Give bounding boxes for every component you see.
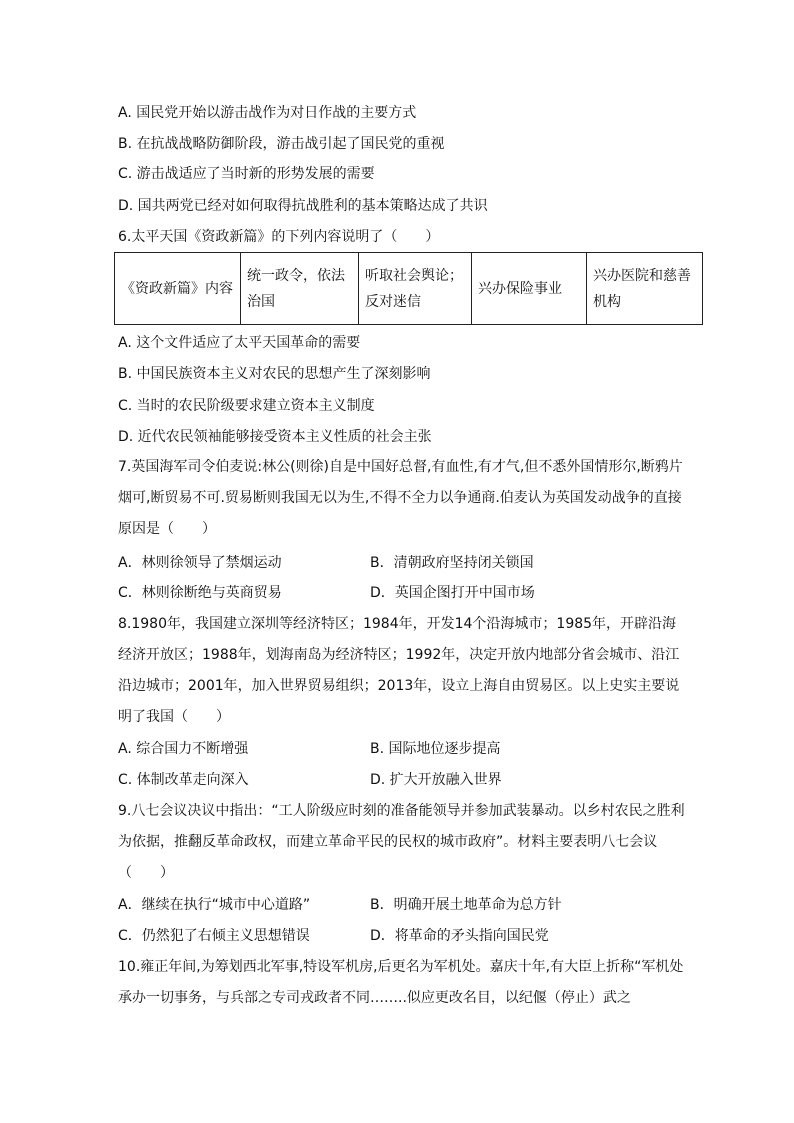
table-cell-header: 《资政新篇》内容: [115, 253, 241, 325]
table-cell: 兴办医院和慈善机构: [587, 253, 703, 325]
q7-options-row-2: [118, 583, 698, 603]
q6-option-c: C. 当时的农民阶级要求建立资本主义制度: [118, 398, 375, 414]
q7-stem: 7.英国海军司令伯麦说:林公(则徐)自是中国好总督,有血性,有才气,但不悉外国情形尔,断鸦片烟可,断贸易不可.贸易断则我国无以为生,不得不全力以争通商.伯麦认为英国发动战争的直接原因是（ ）: [118, 459, 683, 537]
q5-option-d: D. 国共两党已经对如何取得抗战胜利的基本策略达成了共识: [118, 198, 488, 214]
q9-option-b: B．明确开展土地革命为总方针: [370, 897, 562, 913]
q7-option-c: C．林则徐断绝与英商贸易: [118, 585, 282, 601]
q9-option-a: A．继续在执行“城市中心道路”: [118, 897, 311, 913]
q5-option-b: B. 在抗战战略防御阶段，游击战引起了国民党的重视: [118, 136, 445, 152]
q7-option-a: A．林则徐领导了禁烟运动: [118, 555, 282, 571]
q8-options-row-2: [118, 770, 698, 790]
q7-options-row-1: [118, 553, 698, 573]
q8-option-a: A. 综合国力不断增强: [118, 741, 249, 757]
q6-option-d: D. 近代农民领袖能够接受资本主义性质的社会主张: [118, 429, 432, 445]
q7-option-b: B．清朝政府坚持闭关锁国: [370, 555, 534, 571]
q6-table: [114, 252, 703, 325]
q9-options-row-1: [118, 895, 698, 915]
table-cell: 听取社会舆论；反对迷信: [359, 253, 472, 325]
q8-option-c: C. 体制改革走向深入: [118, 772, 249, 788]
q8-option-b: B. 国际地位逐步提高: [370, 741, 501, 757]
q6-stem: 6.太平天国《资政新篇》的下列内容说明了（ ）: [118, 229, 440, 245]
q8-option-d: D. 扩大开放融入世界: [370, 772, 502, 788]
q9-option-d: D．将革命的矛头指向国民党: [370, 928, 549, 944]
q9-stem: 9.八七会议决议中指出：“工人阶级应时刻的准备能领导并参加武装暴动。以乡村农民之胜利为依据，推翻反革命政权，而建立革命平民的民权的城市政府”。材料主要表明八七会议（ ）: [118, 803, 685, 881]
table-cell: 统一政令，依法治国: [241, 253, 359, 325]
table-cell: 兴办保险事业: [472, 253, 587, 325]
q9-option-c: C．仍然犯了右倾主义思想错误: [118, 928, 310, 944]
q9-options-row-2: [118, 926, 698, 946]
q5-option-c: C. 游击战适应了当时新的形势发展的需要: [118, 166, 375, 182]
q8-options-row-1: [118, 739, 698, 759]
q10-stem: 10.雍正年间,为筹划西北军事,特设军机房,后更名为军机处。嘉庆十年,有大臣上折称“军机处承办一切事务，与兵部之专司戎政者不同……..似应更改名目，以纪偃（停止）武之: [118, 959, 684, 1006]
q6-option-b: B. 中国民族资本主义对农民的思想产生了深刻影响: [118, 366, 431, 382]
q7-option-d: D．英国企图打开中国市场: [370, 585, 535, 601]
q5-option-a: A. 国民党开始以游击战作为对日作战的主要方式: [118, 105, 417, 121]
q8-stem: 8.1980年，我国建立深圳等经济特区；1984年，开发14个沿海城市；1985年，开辟沿海经济开放区；1988年，划海南岛为经济特区；1992年，决定开放内地部分省会城市、沿江沿边城市；2001年，加入世界贸易组织；2013年，设立上海自由贸易区。以上史实主要说明了我国（ ）: [118, 616, 680, 725]
q6-option-a: A. 这个文件适应了太平天国革命的需要: [118, 335, 361, 351]
table-row: [115, 253, 703, 325]
